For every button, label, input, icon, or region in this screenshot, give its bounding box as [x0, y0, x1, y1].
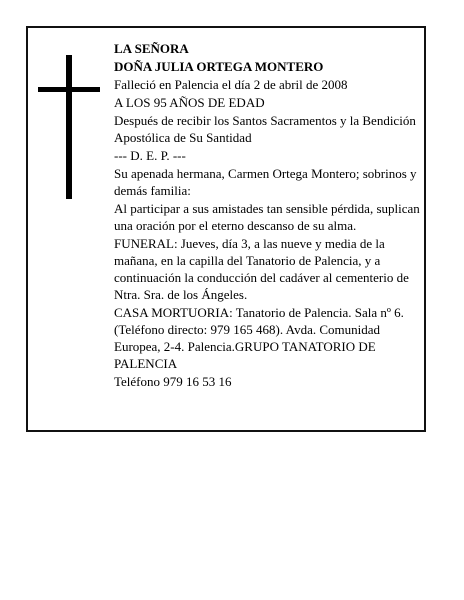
cross-horizontal-bar [38, 87, 100, 92]
request-line: Al participar a sus amistades tan sensible pérdida, suplican una oración por el eterno descanso de su alma. [114, 201, 420, 233]
age-line: A LOS 95 AÑOS DE EDAD [114, 95, 265, 110]
deceased-name: DOÑA JULIA ORTEGA MONTERO [114, 59, 324, 74]
death-line: Falleció en Palencia el día 2 de abril de 2008 [114, 77, 348, 92]
family-line: Su apenada hermana, Carmen Ortega Montero; sobrinos y demás familia: [114, 166, 417, 198]
notice-title: LA SEÑORA [114, 41, 189, 56]
obituary-text [114, 40, 424, 391]
cross-icon [38, 55, 100, 199]
cross-vertical-bar [66, 55, 72, 199]
phone-line: Teléfono 979 16 53 16 [114, 374, 232, 389]
funeral-line: FUNERAL: Jueves, día 3, a las nueve y media de la mañana, en la capilla del Tanatorio de Palencia, y a continuación la conducción del cadáver al cementerio de Ntra. Sra. de los Ángeles. [114, 236, 409, 302]
rip-line: --- D. E. P. --- [114, 148, 186, 163]
obituary-notice [26, 26, 426, 432]
sacraments-line: Después de recibir los Santos Sacramentos y la Bendición Apostólica de Su Santidad [114, 113, 416, 145]
funeral-house-line: CASA MORTUORIA: Tanatorio de Palencia. Sala nº 6. (Teléfono directo: 979 165 468). Avda. Comunidad Europea, 2-4. Palencia.GRUPO TANATORIO DE PALENCIA [114, 305, 404, 371]
